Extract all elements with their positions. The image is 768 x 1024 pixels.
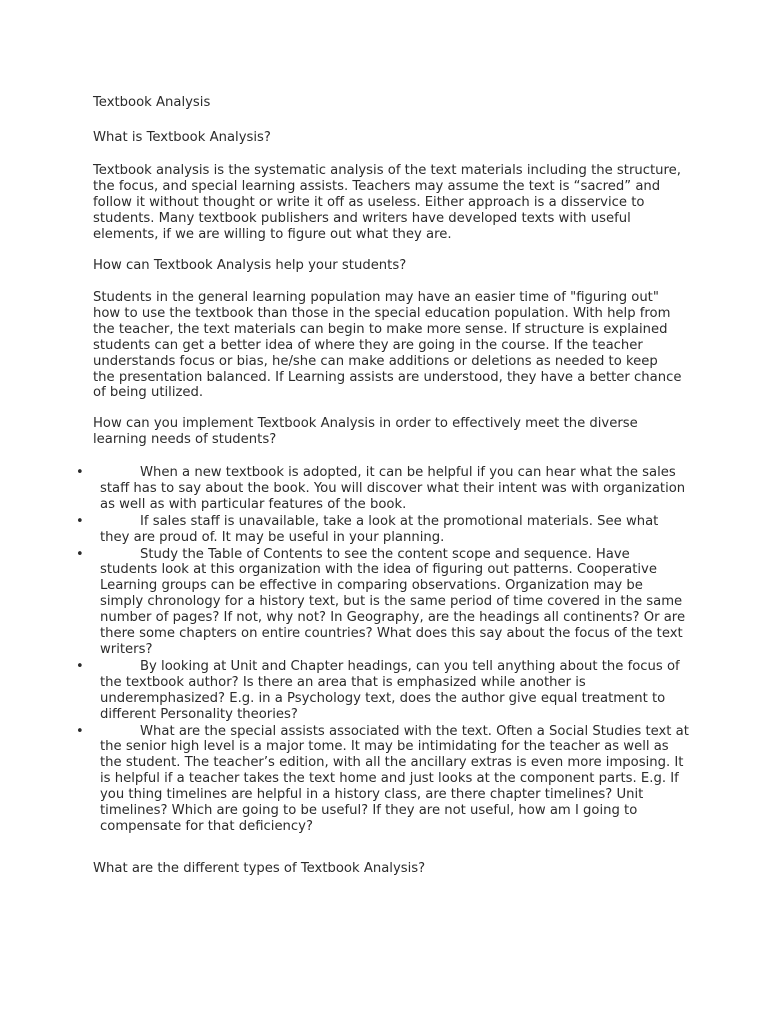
list-item [0,514,690,546]
list-item-text: If sales staff is unavailable, take a look at the promotional materials. See what they are proud of. It may be useful in your planning. [100,513,659,545]
question-types: What are the different types of Textbook Analysis? [93,861,426,876]
document-title: Textbook Analysis [93,95,211,110]
list-item [0,465,690,513]
list-item-text: By looking at Unit and Chapter headings, can you tell anything about the focus of the textbook author? Is there an area that is emphasized while another is underemphasized? E.g. in a Psychology text, does the author give equal treatment to different Personality theories? [100,658,680,722]
list-item [0,724,690,835]
paragraph-help: Students in the general learning population may have an easier time of "figuring out" how to use the textbook than those in the special education population. With help from the teacher, the text materials can begin to make more sense. If structure is explained students can get a better idea of where they are going in the course. If the teacher understands focus or bias, he/she can make additions or deletions as needed to keep the presentation balanced. If Learning assists are understood, they have a better chance of being utilized. [93,290,682,401]
bullet-icon: • [76,513,84,529]
bullet-icon: • [76,658,84,674]
implementation-list [0,465,690,835]
list-item [0,547,690,658]
list-item-text: What are the special assists associated with the text. Often a Social Studies text at the senior high level is a major tome. It may be intimidating for the teacher as well as the student. The teacher’s edition, with all the ancillary extras is even more imposing. It is helpful if a teacher takes the text home and just looks at the component parts. E.g. If you thing timelines are helpful in a history class, are there chapter timelines? Unit timelines? Which are going to be useful? If they are not useful, how am I going to compensate for that deficiency? [100,723,689,834]
list-item-text: When a new textbook is adopted, it can be helpful if you can hear what the sales staff has to say about the book. You will discover what their intent was with organization as well as with particular features of the book. [100,465,686,512]
paragraph-definition: Textbook analysis is the systematic analysis of the text materials including the structure, the focus, and special learning assists. Teachers may assume the text is “sacred” and follow it without thought or write it off as useless. Either approach is a disservice to students. Many textbook publishers and writers have developed texts with useful elements, if we are willing to figure out what they are. [93,163,681,242]
bullet-icon: • [76,546,84,562]
list-item-text: Study the Table of Contents to see the content scope and sequence. Have students look at this organization with the idea of figuring out patterns. Cooperative Learning groups can be effective in comparing observations. Organization may be simply chronology for a history text, but is the same period of time covered in the same number of pages? If not, why not? In Geography, are the headings all continents? Or are there some chapters on entire countries? What does this say about the focus of the text writers? [100,546,686,657]
question-implement: How can you implement Textbook Analysis in order to effectively meet the diverse learning needs of students? [93,416,638,447]
question-what-is: What is Textbook Analysis? [93,130,271,145]
bullet-icon: • [76,465,84,480]
list-item [0,659,690,723]
question-how-help: How can Textbook Analysis help your students? [93,258,407,273]
bullet-icon: • [76,723,84,739]
